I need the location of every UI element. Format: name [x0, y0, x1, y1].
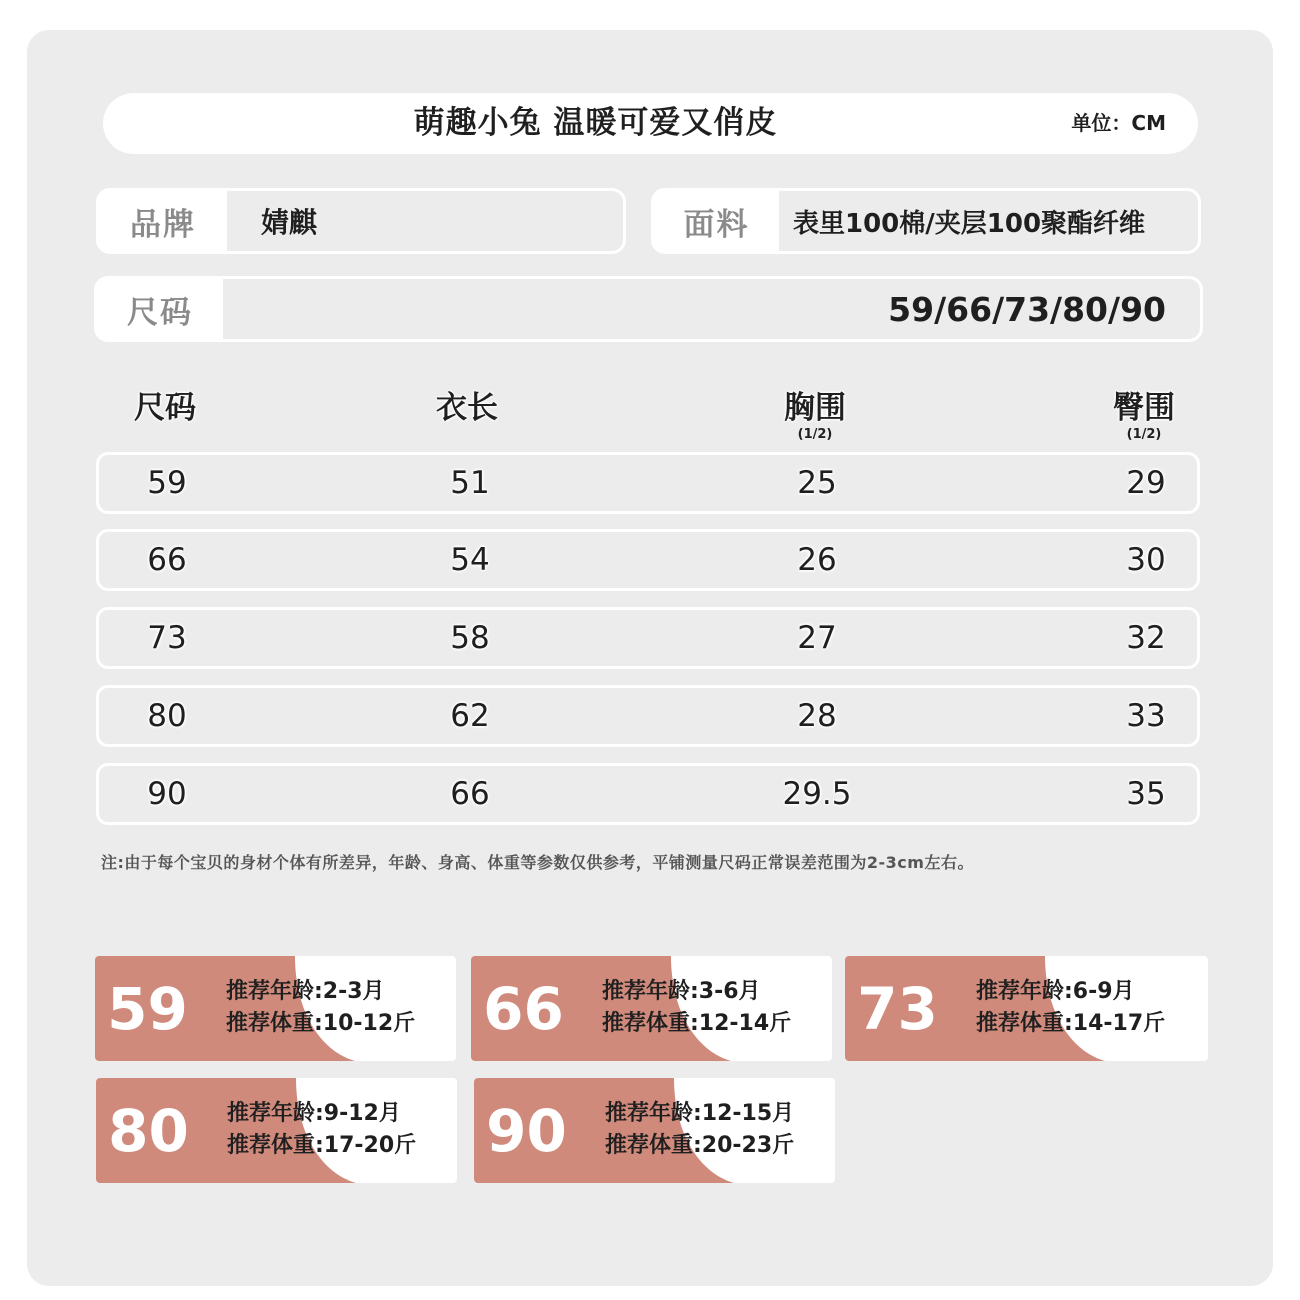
cell-hip: 32: [1126, 620, 1166, 656]
brand-label: 品牌: [130, 206, 196, 243]
recommended-weight: 推荐体重:20-23斤: [605, 1133, 795, 1158]
recommendation-size: 59: [107, 974, 188, 1043]
cell-size: 73: [147, 620, 187, 656]
size-range-value: 59/66/73/80/90: [223, 279, 1200, 339]
column-header-length-label: 衣长: [436, 390, 498, 426]
cell-length: 54: [450, 542, 490, 578]
recommendation-text: [976, 976, 1165, 1040]
brand-box: [96, 188, 626, 254]
recommended-age: 推荐年龄:2-3月: [226, 979, 385, 1004]
table-row: [96, 529, 1200, 591]
cell-size: 59: [147, 465, 187, 501]
measurement-note: 注:由于每个宝贝的身材个体有所差异，年龄、身高、体重等参数仅供参考，平铺测量尺码正常误差范围为2-3cm左右。: [101, 853, 974, 872]
recommended-age: 推荐年龄:9-12月: [227, 1101, 401, 1126]
cell-size: 66: [147, 542, 187, 578]
column-header-hip: [1064, 388, 1224, 442]
table-row: [96, 607, 1200, 669]
table-row: [96, 685, 1200, 747]
page-title: 萌趣小兔 温暖可爱又俏皮: [413, 105, 778, 141]
recommendation-card: [96, 1078, 457, 1183]
cell-length: 66: [450, 776, 490, 812]
column-header-chest: [735, 388, 895, 442]
unit-label: 单位：CM: [1071, 111, 1166, 135]
recommendation-card: [845, 956, 1208, 1061]
recommended-weight: 推荐体重:17-20斤: [227, 1133, 417, 1158]
recommendation-size: 66: [483, 974, 564, 1043]
table-row: [96, 763, 1200, 825]
cell-hip: 30: [1126, 542, 1166, 578]
cell-size: 90: [147, 776, 187, 812]
size-range-label: 尺码: [127, 294, 193, 331]
title-bar: [103, 93, 1198, 154]
fabric-label: 面料: [683, 206, 750, 243]
brand-value: 婧麒: [227, 191, 623, 251]
fabric-value: 表里100棉/夹层100聚酯纤维: [779, 191, 1198, 251]
recommendation-size: 90: [486, 1096, 567, 1165]
cell-chest: 26: [797, 542, 837, 578]
recommended-weight: 推荐体重:14-17斤: [976, 1011, 1166, 1036]
fabric-box: [651, 188, 1201, 254]
recommendation-size: 80: [108, 1096, 189, 1165]
recommended-age: 推荐年龄:3-6月: [602, 979, 761, 1004]
recommendation-size: 73: [857, 974, 938, 1043]
column-header-length: [387, 388, 547, 428]
cell-chest: 28: [797, 698, 837, 734]
column-header-hip-note: (1/2): [1126, 427, 1162, 442]
recommendation-text: [227, 1098, 416, 1162]
recommended-age: 推荐年龄:6-9月: [976, 979, 1135, 1004]
cell-length: 58: [450, 620, 490, 656]
column-header-size: [85, 388, 245, 428]
table-row: [96, 452, 1200, 514]
cell-chest: 27: [797, 620, 837, 656]
column-header-size-label: 尺码: [134, 390, 196, 426]
recommended-weight: 推荐体重:12-14斤: [602, 1011, 792, 1036]
recommendation-text: [605, 1098, 794, 1162]
cell-chest: 29.5: [782, 776, 852, 812]
recommendation-text: [602, 976, 791, 1040]
recommendation-card: [95, 956, 456, 1061]
recommendation-card: [471, 956, 832, 1061]
cell-length: 51: [450, 465, 490, 501]
cell-hip: 35: [1126, 776, 1166, 812]
cell-size: 80: [147, 698, 187, 734]
cell-hip: 33: [1126, 698, 1166, 734]
recommended-weight: 推荐体重:10-12斤: [226, 1011, 416, 1036]
recommendation-text: [226, 976, 415, 1040]
cell-chest: 25: [797, 465, 837, 501]
cell-length: 62: [450, 698, 490, 734]
column-header-chest-label: 胸围: [784, 390, 846, 426]
recommendation-card: [474, 1078, 835, 1183]
recommended-age: 推荐年龄:12-15月: [605, 1101, 795, 1126]
column-header-chest-note: (1/2): [797, 427, 833, 442]
column-header-hip-label: 臀围: [1113, 390, 1175, 426]
size-range-box: [94, 276, 1203, 342]
cell-hip: 29: [1126, 465, 1166, 501]
